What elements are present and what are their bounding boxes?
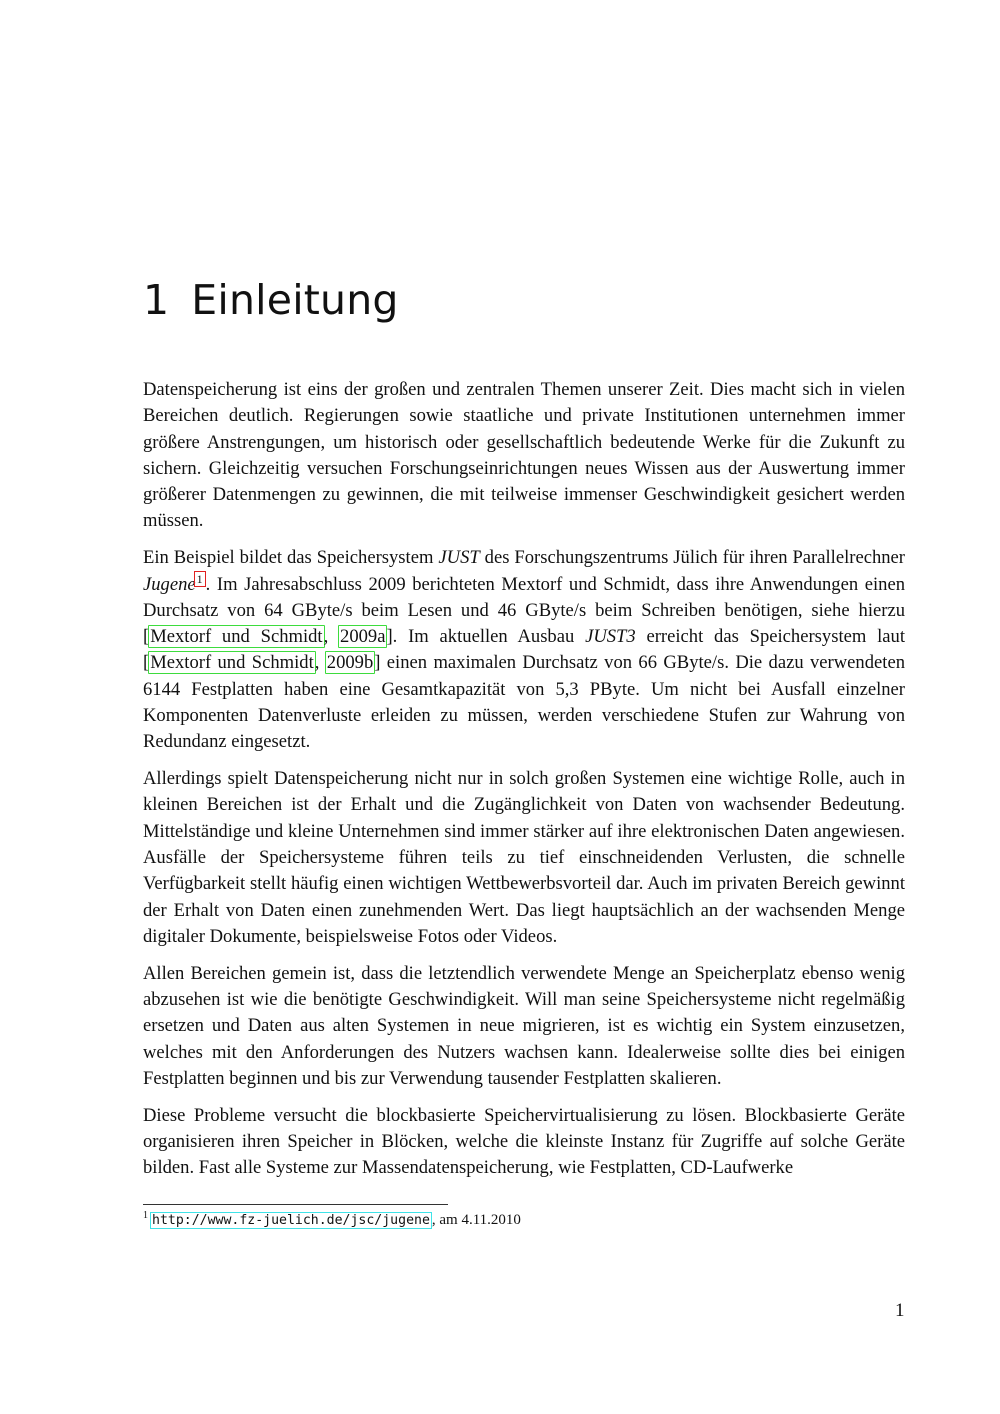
chapter-number: 1 xyxy=(143,276,170,324)
paragraph-2: Ein Beispiel bildet das Speichersystem JUST des Forschungszentrums Jülich für ihren Parallelrechner Jugene$^1$ . Im Jahresabschluss 2009 berichteten Mextorf und Schmidt, dass ihre Anwendungen einen Durchsatz von 64 GByte/s beim Lesen und 46 GByte/s beim Schreiben benötigen, siehe hierzu [Mextorf und Schmidt, 2009a]. Im aktuellen Ausbau JUST3 erreicht das Speichersystem laut [Mextorf und Schmidt, 2009b] einen maximalen Durchsatz von 66 GByte/s. Die dazu verwendeten 6144 Festplatten haben eine Gesamtkapazität von 5,3 PByte. Um nicht bei Ausfall einzelner Komponenten Datenverluste erleiden zu müssen, werden verschiedene Stufen zur Wahrung von Redundanz eingesetzt. xyxy=(143,547,905,753)
paragraph-5: Diese Probleme versucht die blockbasierte Speichervirtualisierung zu lösen. Blockbasierte Geräte organisieren ihren Speicher in Blöcken, welche die kleinste Instanz für Zugriffe auf solche Geräte bilden. Fast alle Systeme zur Massendatenspeicherung, wie Festplatten, CD-Laufwerke xyxy=(143,1104,905,1179)
text-run: Ein Beispiel bildet das Speichersystem xyxy=(143,547,439,569)
footnote-suffix: , am 4.11.2010 xyxy=(431,1212,521,1228)
citation-year-link[interactable]: 2009b xyxy=(326,652,374,674)
text-run: des Forschungszentrums Jülich für ihren Parallelrechner xyxy=(479,547,905,569)
citation-year-link[interactable]: 2009a xyxy=(340,626,386,648)
emphasis-just: JUST xyxy=(438,547,480,569)
chapter-title: Einleitung xyxy=(191,276,399,324)
text-run: ]. Im aktuellen Ausbau xyxy=(386,626,586,648)
footnote-reference-link[interactable]: 1 xyxy=(194,571,206,587)
footnote-mark: 1 xyxy=(143,1210,148,1221)
emphasis-jugene: Jugene xyxy=(143,573,196,595)
text-run: . Im Jahresabschluss 2009 berichteten Mextorf und Schmidt, dass ihre Anwendungen einen Durchsatz von 64 GByte/s beim Lesen und 46 GByte/s beim Schreiben benötigen, siehe hierzu [ xyxy=(143,573,905,648)
paragraph-1: Datenspeicherung ist eins der großen und zentralen Themen unserer Zeit. Dies macht sich in vielen Bereichen deutlich. Regierungen sowie staatliche und private Institutionen unternehmen immer größere Anstrengungen, um historisch oder gesellschaftlich bedeutende Werke für die Zukunft zu sichern. Gleichzeitig versuchen Forschungseinrichtungen neues Wissen aus der Auswertung immer größerer Datenmengen zu gewinnen, die mit teilweise immenser Geschwindigkeit gesichert werden müssen. xyxy=(143,379,905,532)
paragraph-3: Allerdings spielt Datenspeicherung nicht nur in solch großen Systemen eine wichtige Rolle, auch in kleinen Bereichen ist der Erhalt und die Zugänglichkeit von Daten von wachsender Bedeutung. Mittelständige und kleine Unternehmen sind immer stärker auf ihre elektronischen Daten angewiesen. Ausfälle der Speichersysteme führen teils zu tief einschneidenden Verlusten, die schnelle Verfügbarkeit stellt häufig einen wichtigen Wettbewerbsvorteil dar. Auch im privaten Bereich gewinnt der Erhalt von Daten einen zunehmenden Wert. Das liegt hauptsächlich an der wachsenden Menge digitaler Dokumente, beispielsweise Fotos oder Videos. xyxy=(143,768,905,947)
chapter-heading xyxy=(143,276,399,324)
footnote xyxy=(143,1210,843,1231)
text-run: ] einen maximalen Durchsatz von 66 GByte/s. Die dazu verwendeten 6144 Festplatten haben eine Gesamtkapazität von 5,3 PByte. Um nicht bei Ausfall einzelner Komponenten Datenverluste erleiden zu müssen, werden verschiedene Stufen zur Wahrung von Redundanz eingesetzt. xyxy=(143,652,905,753)
citation-author-link[interactable]: Mextorf und Schmidt xyxy=(150,652,314,674)
footnote-url-link[interactable]: http://www.fz-juelich.de/jsc/jugene xyxy=(152,1213,430,1228)
citation-author-link[interactable]: Mextorf und Schmidt xyxy=(150,626,323,648)
footnote-divider xyxy=(143,1204,448,1205)
chapter-body xyxy=(143,377,905,1192)
emphasis-just3: JUST3 xyxy=(585,626,636,648)
paragraph-4: Allen Bereichen gemein ist, dass die letztendlich verwendete Menge an Speicherplatz ebenso wenig abzusehen ist wie die benötigte Geschwindigkeit. Will man seine Speichersysteme nicht regelmäßig ersetzen und Daten aus alten Systemen in neue migrieren, ist es wichtig ein System einzusetzen, welches mit den Anforderungen des Nutzers wachsen kann. Idealerweise sollte dies bei einigen Festplatten beginnen und bis zur Verwendung tausender Festplatten skalieren. xyxy=(143,962,905,1089)
page-number: 1 xyxy=(895,1300,905,1321)
text-run: erreicht das Speichersystem laut [ xyxy=(143,626,905,674)
